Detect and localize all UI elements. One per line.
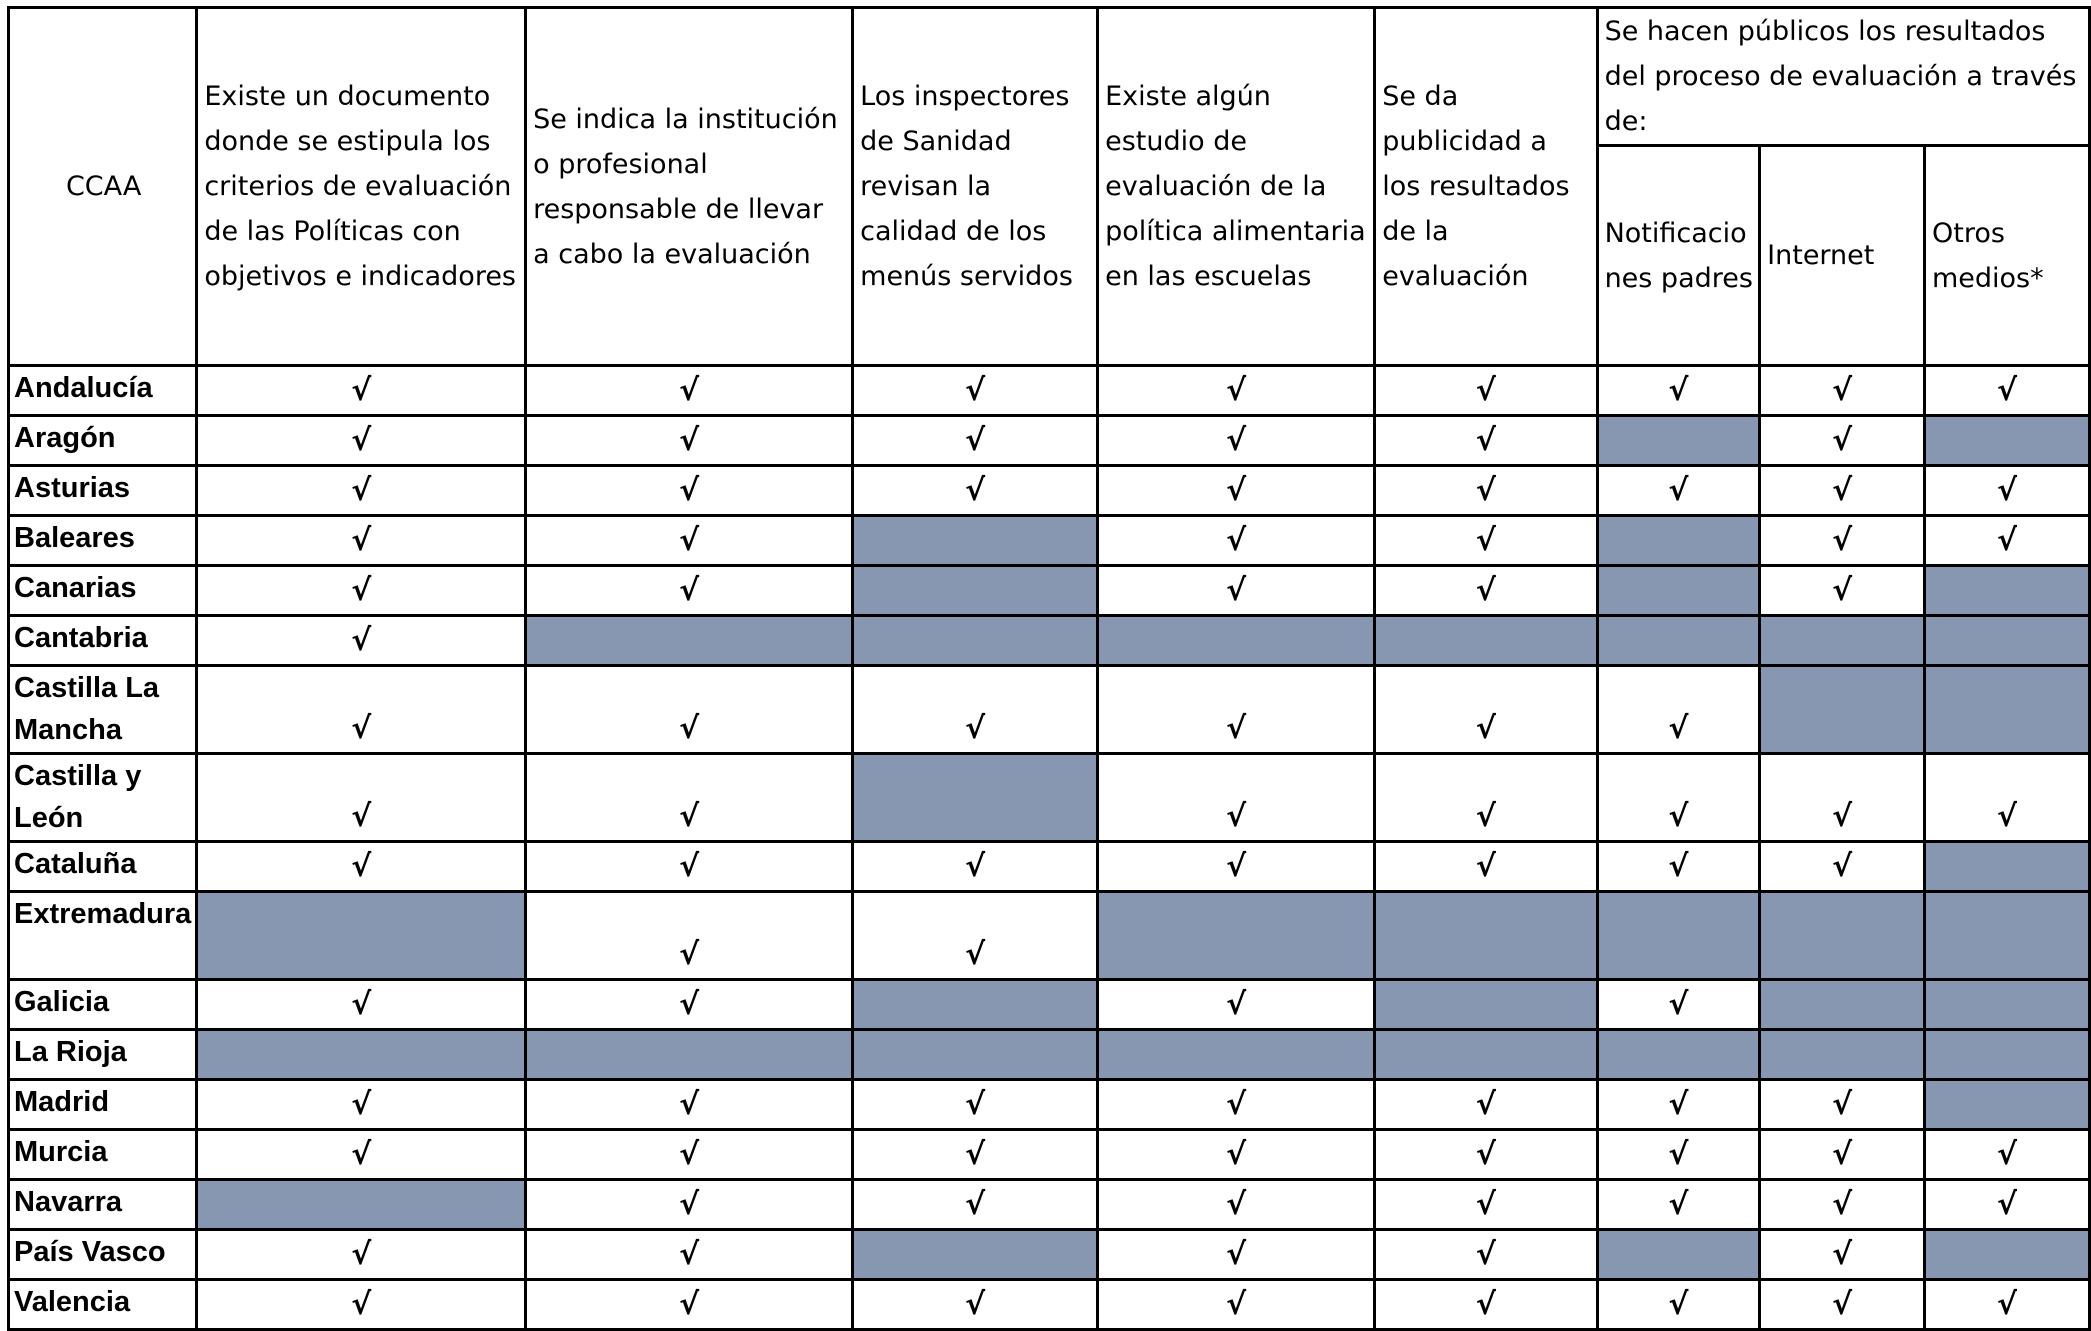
row-label: Andalucía xyxy=(9,366,197,416)
shaded-cell xyxy=(1375,1030,1597,1080)
row-label: La Rioja xyxy=(9,1030,197,1080)
check-mark: √ xyxy=(197,980,526,1030)
check-mark: √ xyxy=(1375,416,1597,466)
check-mark: √ xyxy=(526,980,853,1030)
table-row xyxy=(9,1230,2090,1280)
header-inspectores-sanidad: Los inspectores de Sanidad revisan la calidad de los menús servidos xyxy=(853,8,1098,366)
row-label: Castilla La Mancha xyxy=(9,666,197,754)
header-otros-medios: Otros medios* xyxy=(1924,146,2089,366)
check-mark: √ xyxy=(197,1130,526,1180)
shaded-cell xyxy=(1924,566,2089,616)
check-mark: √ xyxy=(1597,842,1760,892)
shaded-cell xyxy=(1760,980,1925,1030)
shaded-cell xyxy=(853,980,1098,1030)
shaded-cell xyxy=(1924,1230,2089,1280)
shaded-cell xyxy=(1597,1030,1760,1080)
check-mark: √ xyxy=(1098,566,1375,616)
table-row xyxy=(9,566,2090,616)
shaded-cell xyxy=(1098,1030,1375,1080)
row-label: Murcia xyxy=(9,1130,197,1180)
row-label: Canarias xyxy=(9,566,197,616)
table-row xyxy=(9,1080,2090,1130)
shaded-cell xyxy=(197,1030,526,1080)
shaded-cell xyxy=(1760,616,1925,666)
shaded-cell xyxy=(853,754,1098,842)
table-row xyxy=(9,1030,2090,1080)
check-mark: √ xyxy=(526,1130,853,1180)
check-mark: √ xyxy=(526,566,853,616)
check-mark: √ xyxy=(526,1180,853,1230)
check-mark: √ xyxy=(1098,842,1375,892)
check-mark: √ xyxy=(1760,1080,1925,1130)
shaded-cell xyxy=(1924,1030,2089,1080)
shaded-cell xyxy=(1597,616,1760,666)
check-mark: √ xyxy=(1375,466,1597,516)
check-mark: √ xyxy=(1760,1130,1925,1180)
check-mark: √ xyxy=(853,416,1098,466)
check-mark: √ xyxy=(1375,1080,1597,1130)
check-mark: √ xyxy=(1924,1280,2089,1330)
shaded-cell xyxy=(1924,842,2089,892)
shaded-cell xyxy=(197,892,526,980)
row-label: Cataluña xyxy=(9,842,197,892)
header-internet: Internet xyxy=(1760,146,1925,366)
shaded-cell xyxy=(1924,616,2089,666)
check-mark: √ xyxy=(1375,516,1597,566)
check-mark: √ xyxy=(1597,1130,1760,1180)
shaded-cell xyxy=(1597,1230,1760,1280)
row-label: Baleares xyxy=(9,516,197,566)
shaded-cell xyxy=(1924,980,2089,1030)
row-label: Extremadura xyxy=(9,892,197,980)
table-row xyxy=(9,754,2090,842)
shaded-cell xyxy=(853,1230,1098,1280)
check-mark: √ xyxy=(1098,416,1375,466)
check-mark: √ xyxy=(1760,754,1925,842)
check-mark: √ xyxy=(853,1080,1098,1130)
check-mark: √ xyxy=(197,516,526,566)
table-row xyxy=(9,1180,2090,1230)
shaded-cell xyxy=(853,516,1098,566)
check-mark: √ xyxy=(853,466,1098,516)
row-label: Galicia xyxy=(9,980,197,1030)
row-label: Navarra xyxy=(9,1180,197,1230)
check-mark: √ xyxy=(1098,466,1375,516)
check-mark: √ xyxy=(1924,466,2089,516)
check-mark: √ xyxy=(1760,366,1925,416)
check-mark: √ xyxy=(1375,366,1597,416)
shaded-cell xyxy=(853,1030,1098,1080)
table-row xyxy=(9,416,2090,466)
header-publicidad-resultados: Se da publicidad a los resultados de la evaluación xyxy=(1375,8,1597,366)
shaded-cell xyxy=(1760,666,1925,754)
evaluation-table xyxy=(7,6,2091,1331)
table-body xyxy=(9,366,2090,1330)
check-mark: √ xyxy=(1597,1080,1760,1130)
check-mark: √ xyxy=(197,416,526,466)
header-criterios-documento: Existe un documento donde se estipula los criterios de evaluación de las Políticas con objetivos e indicadores xyxy=(197,8,526,366)
row-label: Aragón xyxy=(9,416,197,466)
check-mark: √ xyxy=(197,1080,526,1130)
table-row xyxy=(9,1130,2090,1180)
check-mark: √ xyxy=(526,1280,853,1330)
check-mark: √ xyxy=(1597,666,1760,754)
shaded-cell xyxy=(1924,1080,2089,1130)
shaded-cell xyxy=(1760,1030,1925,1080)
check-mark: √ xyxy=(853,1280,1098,1330)
shaded-cell xyxy=(1760,892,1925,980)
check-mark: √ xyxy=(853,1130,1098,1180)
shaded-cell xyxy=(1597,892,1760,980)
check-mark: √ xyxy=(853,892,1098,980)
check-mark: √ xyxy=(1098,754,1375,842)
check-mark: √ xyxy=(1924,1130,2089,1180)
header-institucion-responsable: Se indica la institución o profesional responsable de llevar a cabo la evaluación xyxy=(526,8,853,366)
check-mark: √ xyxy=(1597,1180,1760,1230)
check-mark: √ xyxy=(1760,566,1925,616)
table-row xyxy=(9,616,2090,666)
check-mark: √ xyxy=(1098,1230,1375,1280)
shaded-cell xyxy=(1924,666,2089,754)
shaded-cell xyxy=(1098,616,1375,666)
shaded-cell xyxy=(1375,980,1597,1030)
check-mark: √ xyxy=(1098,1180,1375,1230)
check-mark: √ xyxy=(1597,1280,1760,1330)
check-mark: √ xyxy=(1924,1180,2089,1230)
check-mark: √ xyxy=(1597,466,1760,516)
check-mark: √ xyxy=(526,666,853,754)
check-mark: √ xyxy=(1098,1130,1375,1180)
check-mark: √ xyxy=(526,1080,853,1130)
check-mark: √ xyxy=(1760,466,1925,516)
check-mark: √ xyxy=(1924,516,2089,566)
check-mark: √ xyxy=(1760,1280,1925,1330)
check-mark: √ xyxy=(1375,754,1597,842)
check-mark: √ xyxy=(197,366,526,416)
row-label: Asturias xyxy=(9,466,197,516)
check-mark: √ xyxy=(526,754,853,842)
check-mark: √ xyxy=(1098,1280,1375,1330)
check-mark: √ xyxy=(1760,516,1925,566)
check-mark: √ xyxy=(197,566,526,616)
table-row xyxy=(9,842,2090,892)
check-mark: √ xyxy=(1375,566,1597,616)
check-mark: √ xyxy=(526,892,853,980)
table-row xyxy=(9,366,2090,416)
check-mark: √ xyxy=(1098,666,1375,754)
check-mark: √ xyxy=(197,1230,526,1280)
row-label: Valencia xyxy=(9,1280,197,1330)
row-label: País Vasco xyxy=(9,1230,197,1280)
check-mark: √ xyxy=(1597,754,1760,842)
header-ccaa: CCAA xyxy=(9,8,197,366)
check-mark: √ xyxy=(1098,366,1375,416)
shaded-cell xyxy=(526,1030,853,1080)
check-mark: √ xyxy=(1375,666,1597,754)
check-mark: √ xyxy=(1375,1130,1597,1180)
check-mark: √ xyxy=(1760,1180,1925,1230)
table-row xyxy=(9,666,2090,754)
shaded-cell xyxy=(1597,416,1760,466)
shaded-cell xyxy=(1375,892,1597,980)
shaded-cell xyxy=(853,566,1098,616)
table-row xyxy=(9,516,2090,566)
shaded-cell xyxy=(1924,416,2089,466)
check-mark: √ xyxy=(1375,1180,1597,1230)
table-row xyxy=(9,1280,2090,1330)
shaded-cell xyxy=(1098,892,1375,980)
check-mark: √ xyxy=(1760,1230,1925,1280)
table-row xyxy=(9,466,2090,516)
row-label: Madrid xyxy=(9,1080,197,1130)
check-mark: √ xyxy=(1597,366,1760,416)
check-mark: √ xyxy=(853,666,1098,754)
shaded-cell xyxy=(1924,892,2089,980)
check-mark: √ xyxy=(526,516,853,566)
check-mark: √ xyxy=(853,1180,1098,1230)
header-notificaciones-padres: Notificaciones padres xyxy=(1597,146,1760,366)
check-mark: √ xyxy=(853,366,1098,416)
check-mark: √ xyxy=(1375,842,1597,892)
row-label: Cantabria xyxy=(9,616,197,666)
check-mark: √ xyxy=(1098,516,1375,566)
shaded-cell xyxy=(1597,516,1760,566)
check-mark: √ xyxy=(197,754,526,842)
table-row xyxy=(9,980,2090,1030)
check-mark: √ xyxy=(197,466,526,516)
row-label: Castilla y León xyxy=(9,754,197,842)
check-mark: √ xyxy=(1375,1280,1597,1330)
check-mark: √ xyxy=(526,466,853,516)
check-mark: √ xyxy=(1924,754,2089,842)
check-mark: √ xyxy=(526,416,853,466)
header-estudio-evaluacion: Existe algún estudio de evaluación de la política alimentaria en las escuelas xyxy=(1098,8,1375,366)
check-mark: √ xyxy=(1760,842,1925,892)
shaded-cell xyxy=(1375,616,1597,666)
check-mark: √ xyxy=(1098,1080,1375,1130)
check-mark: √ xyxy=(197,842,526,892)
check-mark: √ xyxy=(197,616,526,666)
check-mark: √ xyxy=(526,1230,853,1280)
check-mark: √ xyxy=(1924,366,2089,416)
shaded-cell xyxy=(197,1180,526,1230)
table-row xyxy=(9,892,2090,980)
check-mark: √ xyxy=(526,842,853,892)
check-mark: √ xyxy=(853,842,1098,892)
check-mark: √ xyxy=(1760,416,1925,466)
check-mark: √ xyxy=(526,366,853,416)
check-mark: √ xyxy=(1375,1230,1597,1280)
check-mark: √ xyxy=(197,1280,526,1330)
header-group-medios: Se hacen públicos los resultados del proceso de evaluación a través de: xyxy=(1597,8,2089,146)
shaded-cell xyxy=(526,616,853,666)
check-mark: √ xyxy=(1597,980,1760,1030)
shaded-cell xyxy=(1597,566,1760,616)
check-mark: √ xyxy=(197,666,526,754)
shaded-cell xyxy=(853,616,1098,666)
check-mark: √ xyxy=(1098,980,1375,1030)
